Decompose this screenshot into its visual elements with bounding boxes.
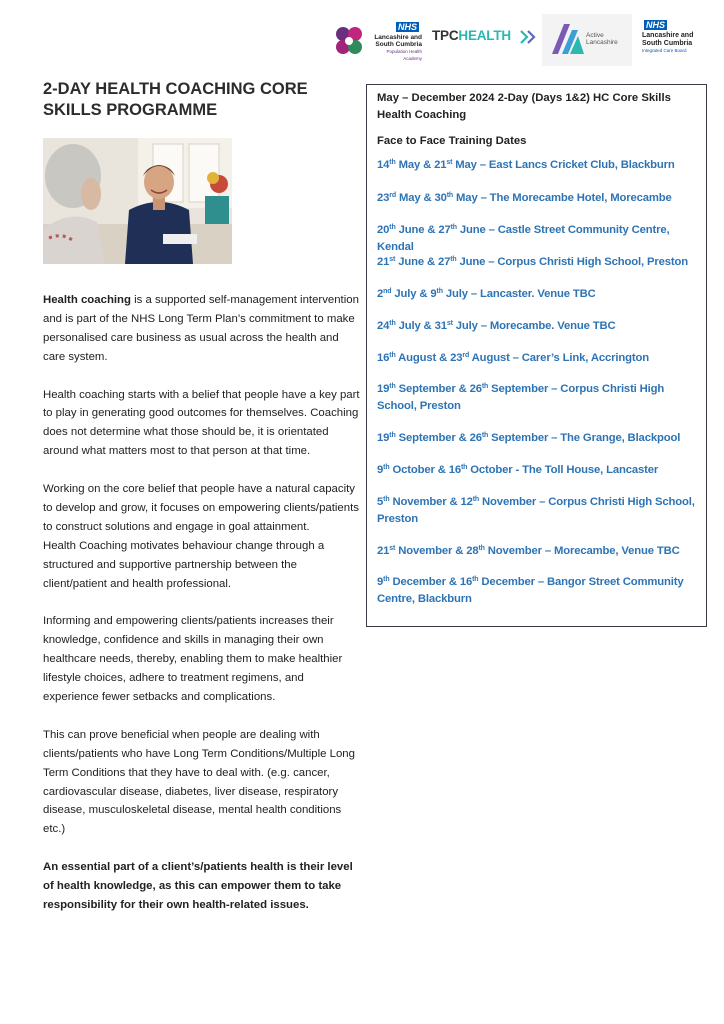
- active-lancashire-name: Active Lancashire: [586, 32, 618, 46]
- partner-logos: [330, 14, 714, 66]
- page-title: 2-DAY HEALTH COACHING CORE SKILLS PROGRAMME: [43, 80, 308, 119]
- paragraph-empowering: Informing and empowering clients/patients increases their knowledge, confidence and skills in managing their own healthcare needs, thereby, enabling them to make healthier lifestyle choices, adhere to treatment regimens, and experience fewer setbacks and complications.: [43, 615, 343, 703]
- training-date-item: 21st June & 27th June – Corpus Christi High School, Preston: [377, 256, 688, 268]
- nhs-badge: NHS: [646, 20, 666, 30]
- training-date-item: 5th November & 12th November – Corpus Christi High School, Preston: [377, 496, 695, 525]
- flower-petals-icon: [332, 24, 366, 58]
- tpc-health-logo: [432, 14, 540, 66]
- training-dates-box: [366, 84, 707, 627]
- training-date-item: 20th June & 27th June – Castle Street Community Centre, Kendal: [377, 224, 670, 253]
- training-date-item: 24th July & 31st July – Morecambe. Venue TBC: [377, 320, 616, 332]
- nhs-badge: NHS: [398, 22, 418, 32]
- paragraph-health-coaching: Health coaching is a supported self-management intervention and is part of the NHS Long Term Plan’s commitment to make personalised care business as usual across the health and care system.: [43, 294, 359, 363]
- active-lancashire-logo: [542, 14, 632, 66]
- training-date-item: 9th December & 16th December – Bangor Street Community Centre, Blackburn: [377, 576, 684, 605]
- paragraph-essential: An essential part of a client’s/patients health is their level of health knowledge, as this can empower them to take responsibility for their own health-related issues.: [43, 861, 353, 911]
- paragraph-core-belief: Working on the core belief that people have a natural capacity to develop and grow, it focuses on empowering clients/patients to construct solutions and engage in goal attainment.: [43, 483, 359, 533]
- logo-org-name: Lancashire and South Cumbria Integrated Care Board: [642, 32, 694, 53]
- health-coaching-photo: [43, 138, 232, 264]
- lsc-icb-logo: [638, 14, 714, 66]
- coaching-session-image: [43, 138, 232, 264]
- training-date-item: 19th September & 26th September – Corpus Christi High School, Preston: [377, 383, 665, 412]
- paragraph-behaviour-change: Health Coaching motivates behaviour change through a structured and supportive partnership between the client/patient and health professional.: [43, 539, 325, 590]
- chevrons-icon: [520, 29, 538, 45]
- dates-box-subheading: Face to Face Training Dates: [377, 135, 527, 147]
- lsc-population-health-academy-logo: [330, 14, 424, 66]
- active-a-icon: [548, 20, 588, 58]
- paragraph-belief: Health coaching starts with a belief that people have a key part to play in generating good outcomes for themselves. Coaching does not determine what those should be, it is orientated around what matters most to that person at that time.: [43, 388, 360, 458]
- training-date-item: 2nd July & 9th July – Lancaster. Venue TBC: [377, 288, 596, 300]
- logo-org-sub: Population Health Academy: [386, 49, 422, 61]
- training-date-item: 9th October & 16th October - The Toll House, Lancaster: [377, 464, 659, 476]
- tpc-wordmark: TPCHEALTH: [432, 28, 511, 43]
- body-text: [43, 291, 361, 934]
- training-date-item: 21st November & 28th November – Morecambe, Venue TBC: [377, 545, 680, 557]
- paragraph-long-term-conditions: This can prove beneficial when people are dealing with clients/patients who have Long Term Conditions/Multiple Long Term Conditions that they have to deal with. (e.g. cancer, cardiovascular disease, diabetes, liver disease, respiratory disease, musculoskeletal disease, mental health conditions etc.): [43, 728, 355, 836]
- training-date-item: 19th September & 26th September – The Grange, Blackpool: [377, 432, 681, 444]
- dates-box-heading: May – December 2024 2-Day (Days 1&2) HC Core Skills Health Coaching: [377, 92, 671, 121]
- logo-org-name: Lancashire and South Cumbria Population Health Academy: [374, 34, 422, 61]
- training-date-item: 14th May & 21st May – East Lancs Cricket Club, Blackburn: [377, 159, 675, 171]
- training-date-item: 16th August & 23rd August – Carer’s Link, Accrington: [377, 352, 649, 364]
- training-date-item: 23rd May & 30th May – The Morecambe Hotel, Morecambe: [377, 192, 672, 204]
- logo-org-sub: Integrated Care Board: [642, 48, 687, 53]
